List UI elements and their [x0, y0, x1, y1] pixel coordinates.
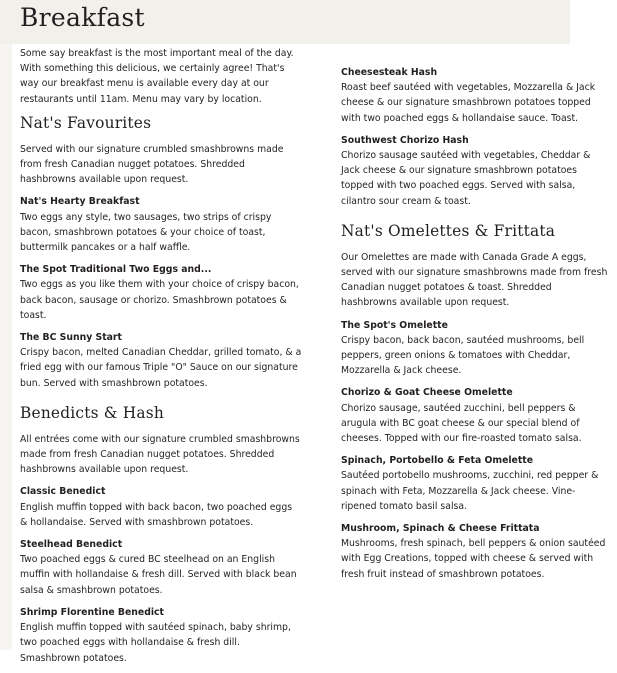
section-title-favourites: Nat's Favourites [20, 113, 152, 132]
menu-item [20, 537, 302, 598]
section-title-benedicts: Benedicts & Hash [20, 403, 165, 422]
menu-item-name: Chorizo & Goat Cheese Omelette [341, 387, 513, 399]
menu-item [341, 318, 609, 379]
menu-item [341, 385, 609, 446]
page-title: Breakfast [20, 3, 145, 32]
menu-item [341, 521, 609, 582]
menu-item [20, 194, 302, 255]
menu-item [20, 262, 302, 323]
menu-item [20, 330, 302, 391]
menu-item-name: Classic Benedict [20, 486, 106, 498]
menu-item-name: Southwest Chorizo Hash [341, 134, 469, 146]
menu-item-description: Crispy bacon, melted Canadian Cheddar, grilled tomato, & a fried egg with our famous Triple "O" Sauce on our signature bun. Served with smashbrown potatoes. [20, 347, 302, 389]
menu-item [341, 65, 609, 126]
menu-item-description: Two poached eggs & cured BC steelhead on an English muffin with hollandaise & fresh dill. Served with black bean salsa & smashbrown potatoes. [20, 554, 297, 596]
menu-item [341, 133, 609, 209]
section-intro-benedicts: All entrées come with our signature crumbled smashbrowns made from fresh Canadian nugget potatoes. Shredded hashbrowns available upon request. [20, 433, 300, 476]
menu-item-name: Steelhead Benedict [20, 539, 123, 551]
menu-item-name: The Spot Traditional Two Eggs and... [20, 264, 212, 276]
menu-item-description: Chorizo sausage, sautéed zucchini, bell peppers & arugula with BC goat cheese & our special blend of cheeses. Topped with our fire-roasted tomato salsa. [341, 402, 582, 445]
intro-text: Some say breakfast is the most important meal of the day. With something this delicious, we certainly agree! That's way our breakfast menu is available every day at our restaurants until 11am. Menu may vary by location. [20, 48, 294, 105]
menu-item [341, 453, 609, 514]
section-title-omelettes: Nat's Omelettes & Frittata [341, 221, 556, 240]
menu-item-name: Nat's Hearty Breakfast [20, 196, 140, 208]
menu-item-description: English muffin topped with back bacon, two poached eggs & hollandaise. Served with smashbrown potatoes. [20, 501, 293, 528]
menu-item-description: Two eggs as you like them with your choice of crispy bacon, back bacon, sausage or chorizo. Smashbrown potatoes & toast. [20, 279, 299, 321]
menu-item-description: Sautéed portobello mushrooms, zucchini, red pepper & spinach with Feta, Mozzarella & Jack cheese. Vine-ripened tomato basil salsa. [341, 470, 599, 512]
section-intro-omelettes: Our Omelettes are made with Canada Grade A eggs, served with our signature smashbrowns made from fresh Canadian nugget potatoes & toast. Shredded hashbrowns available upon request. [341, 251, 608, 309]
menu-item-name: Mushroom, Spinach & Cheese Frittata [341, 523, 540, 535]
menu-item-description: English muffin topped with sautéed spinach, baby shrimp, two poached eggs with hollandaise & fresh dill. Smashbrown potatoes. [20, 622, 291, 664]
menu-item-description: Chorizo sausage sautéed with vegetables, Cheddar & Jack cheese & our signature smashbrown potatoes topped with two poached eggs. Served with salsa, cilantro sour cream & toast. [341, 150, 591, 207]
menu-item-description: Crispy bacon, back bacon, sautéed mushrooms, bell peppers, green onions & tomatoes with Cheddar, Mozzarella & Jack cheese. [341, 334, 585, 377]
menu-item [20, 605, 302, 666]
menu-item-name: The Spot's Omelette [341, 319, 448, 331]
menu-item-name: The BC Sunny Start [20, 332, 122, 344]
menu-item-name: Cheesesteak Hash [341, 67, 438, 78]
left-column [20, 46, 302, 673]
menu-item-name: Spinach, Portobello & Feta Omelette [341, 455, 534, 467]
menu-item [20, 484, 302, 530]
right-column [341, 65, 609, 589]
menu-item-description: Mushrooms, fresh spinach, bell peppers & onion sautéed with Egg Creations, topped with cheese & served with fresh fruit instead of smashbrown potatoes. [341, 538, 606, 580]
section-intro-favourites: Served with our signature crumbled smashbrowns made from fresh Canadian nugget potatoes. Shredded hashbrowns available upon request. [20, 143, 284, 186]
page-edge-shade [0, 44, 12, 650]
menu-item-description: Roast beef sautéed with vegetables, Mozzarella & Jack cheese & our signature smashbrown potatoes topped with two poached eggs & hollandaise sauce. Toast. [341, 82, 596, 124]
menu-item-name: Shrimp Florentine Benedict [20, 606, 165, 618]
menu-item-description: Two eggs any style, two sausages, two strips of crispy bacon, smashbrown potatoes & your choice of toast, buttermilk pancakes or a half waffle. [20, 211, 272, 254]
